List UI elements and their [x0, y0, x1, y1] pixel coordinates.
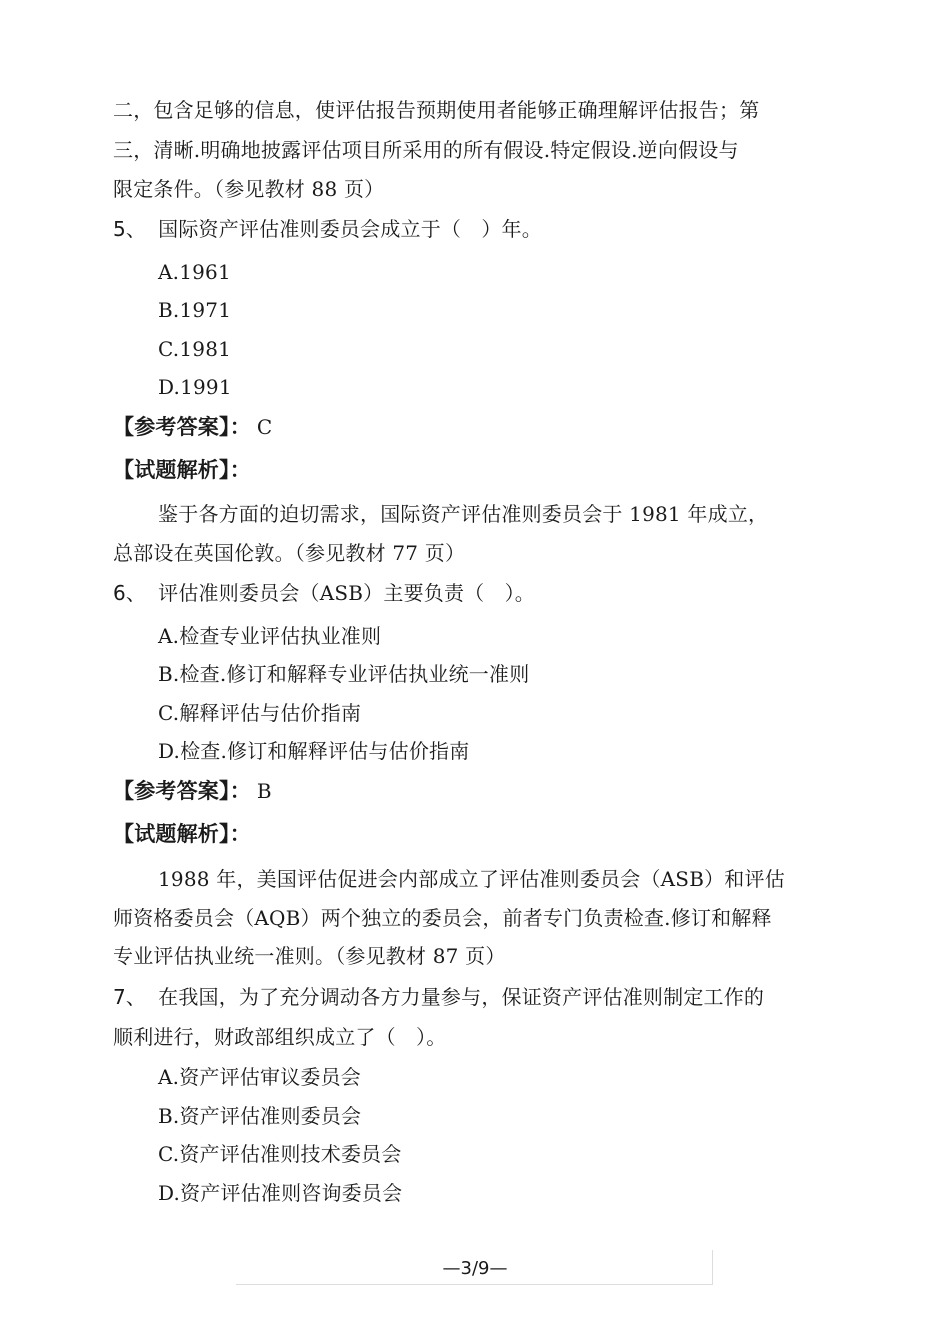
- answer-row: [113, 414, 272, 440]
- question-number: 7、: [113, 985, 147, 1009]
- option-item: D.资产评估准则咨询委员会: [158, 1181, 403, 1205]
- question-text-cont: 顺利进行，财政部组织成立了（ ）。: [113, 1025, 447, 1049]
- question-text: 国际资产评估准则委员会成立于（ ）年。: [158, 217, 542, 241]
- option-item: A.资产评估审议委员会: [158, 1065, 362, 1089]
- option-item: A.检查专业评估执业准则: [158, 624, 382, 648]
- analysis-line: 师资格委员会（AQB）两个独立的委员会，前者专门负责检查.修订和解释: [113, 906, 772, 930]
- option-item: B.检查.修订和解释专业评估执业统一准则: [158, 662, 530, 686]
- intro-line: 三，清晰.明确地披露评估项目所采用的所有假设.特定假设.逆向假设与: [113, 138, 739, 162]
- answer-value: B: [256, 779, 272, 803]
- analysis-label: 【试题解析】：: [113, 458, 251, 482]
- option-item: B.资产评估准则委员会: [158, 1104, 362, 1128]
- analysis-line: 鉴于各方面的迫切需求，国际资产评估准则委员会于 1981 年成立，: [158, 502, 769, 526]
- answer-label: 【参考答案】：: [113, 779, 251, 803]
- analysis-line: 总部设在英国伦敦。（参见教材 77 页）: [113, 541, 466, 565]
- question-text: 在我国，为了充分调动各方力量参与，保证资产评估准则制定工作的: [158, 985, 765, 1009]
- analysis-label-row: [113, 457, 251, 483]
- option-item: A.1961: [158, 260, 231, 284]
- answer-row: [113, 778, 272, 804]
- option-item: B.1971: [158, 298, 232, 322]
- question-number: 5、: [113, 217, 147, 241]
- option-item: D.检查.修订和解释评估与估价指南: [158, 739, 470, 763]
- analysis-label: 【试题解析】：: [113, 822, 251, 846]
- intro-line: 限定条件。（参见教材 88 页）: [113, 177, 385, 201]
- question-number: 6、: [113, 581, 147, 605]
- question-5: [113, 216, 542, 242]
- option-item: D.1991: [158, 375, 232, 399]
- question-6: [113, 580, 535, 606]
- answer-label: 【参考答案】：: [113, 415, 251, 439]
- question-text: 评估准则委员会（ASB）主要负责（ ）。: [158, 581, 535, 605]
- analysis-line: 专业评估执业统一准则。（参见教材 87 页）: [113, 944, 506, 968]
- analysis-label-row: [113, 821, 251, 847]
- analysis-line: 1988 年，美国评估促进会内部成立了评估准则委员会（ASB）和评估: [158, 867, 785, 891]
- option-item: C.资产评估准则技术委员会: [158, 1142, 402, 1166]
- question-7: [113, 984, 764, 1010]
- page-number: —3/9—: [442, 1258, 508, 1279]
- option-item: C.1981: [158, 337, 232, 361]
- intro-line: 二，包含足够的信息，使评估报告预期使用者能够正确理解评估报告；第: [113, 98, 760, 122]
- option-item: C.解释评估与估价指南: [158, 701, 362, 725]
- answer-value: C: [256, 415, 273, 439]
